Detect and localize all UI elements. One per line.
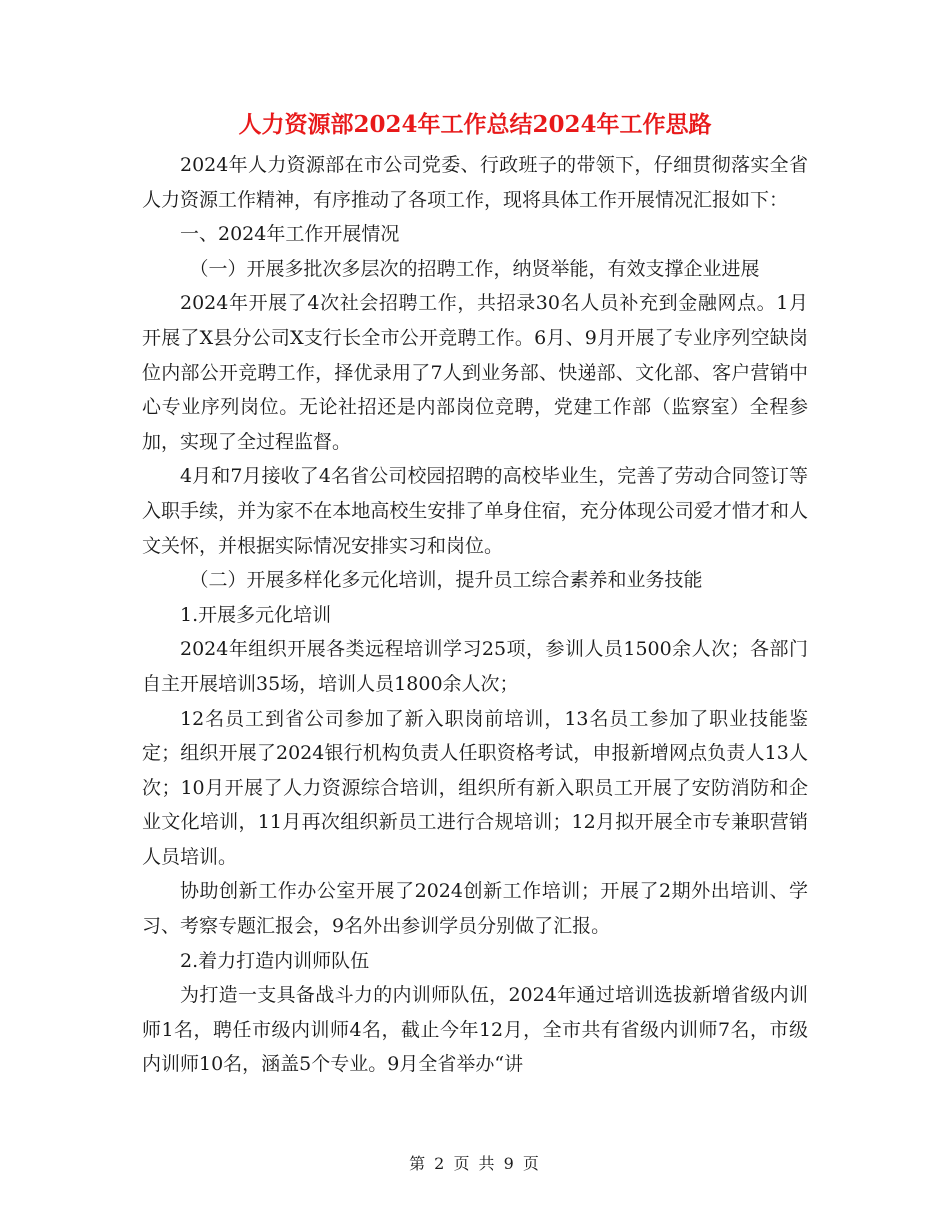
heading-subsection-2: （二）开展多样化多元化培训，提升员工综合素养和业务技能 xyxy=(189,569,703,592)
heading-subsection-1: （一）开展多批次多层次的招聘工作，纳贤举能，有效支撑企业进展 xyxy=(189,257,760,280)
document-title: 人力资源部2024年工作总结2024年工作思路 xyxy=(238,111,712,138)
heading-item-2: 2.着力打造内训师队伍 xyxy=(180,949,370,972)
paragraph-recruitment: 2024年开展了4次社会招聘工作，共招录30名人员补充到金融网点。1月开展了X县分公司X支行长全市公开竞聘工作。6月、9月开展了专业序列空缺岗位内部公开竞聘工作，择优录用了7人到业务部、快递部、文化部、客户营销中心专业序列岗位。无论社招还是内部岗位竞聘，党建工作部（监察室）全程参加，实现了全过程监督。 xyxy=(142,292,808,453)
paragraph-innovation-training: 协助创新工作办公室开展了2024创新工作培训；开展了2期外出培训、学习、考察专题汇报会，9名外出参训学员分别做了汇报。 xyxy=(142,880,808,938)
heading-item-1: 1.开展多元化培训 xyxy=(180,603,332,626)
paragraph-remote-training: 2024年组织开展各类远程培训学习25项，参训人员1500余人次；各部门自主开展培训35场，培训人员1800余人次； xyxy=(142,638,808,695)
paragraph-training-details: 12名员工到省公司参加了新入职岗前培训，13名员工参加了职业技能鉴定；组织开展了2024银行机构负责人任职资格考试，申报新增网点负责人13人次；10月开展了人力资源综合培训，组织所有新入职员工开展了安防消防和企业文化培训，11月再次组织新员工进行合规培训；12月拟开展全市专兼职营销人员培训。 xyxy=(142,707,808,868)
page-footer: 第 2 页 共 9 页 xyxy=(409,1154,541,1173)
document-body xyxy=(142,148,808,1082)
paragraph-trainers: 为打造一支具备战斗力的内训师队伍，2024年通过培训选拔新增省级内训师1名，聘任市级内训师4名，截止今年12月，全市共有省级内训师7名，市级内训师10名，涵盖5个专业。9月全省举办“讲 xyxy=(142,984,808,1076)
heading-section-1: 一、2024年工作开展情况 xyxy=(180,223,400,246)
paragraph-intro: 2024年人力资源部在市公司党委、行政班子的带领下，仔细贯彻落实全省人力资源工作精神，有序推动了各项工作，现将具体工作开展情况汇报如下： xyxy=(142,154,808,211)
paragraph-graduates: 4月和7月接收了4名省公司校园招聘的高校毕业生，完善了劳动合同签订等入职手续，并为家不在本地高校生安排了单身住宿，充分体现公司爱才惜才和人文关怀，并根据实际情况安排实习和岗位。 xyxy=(142,465,808,557)
